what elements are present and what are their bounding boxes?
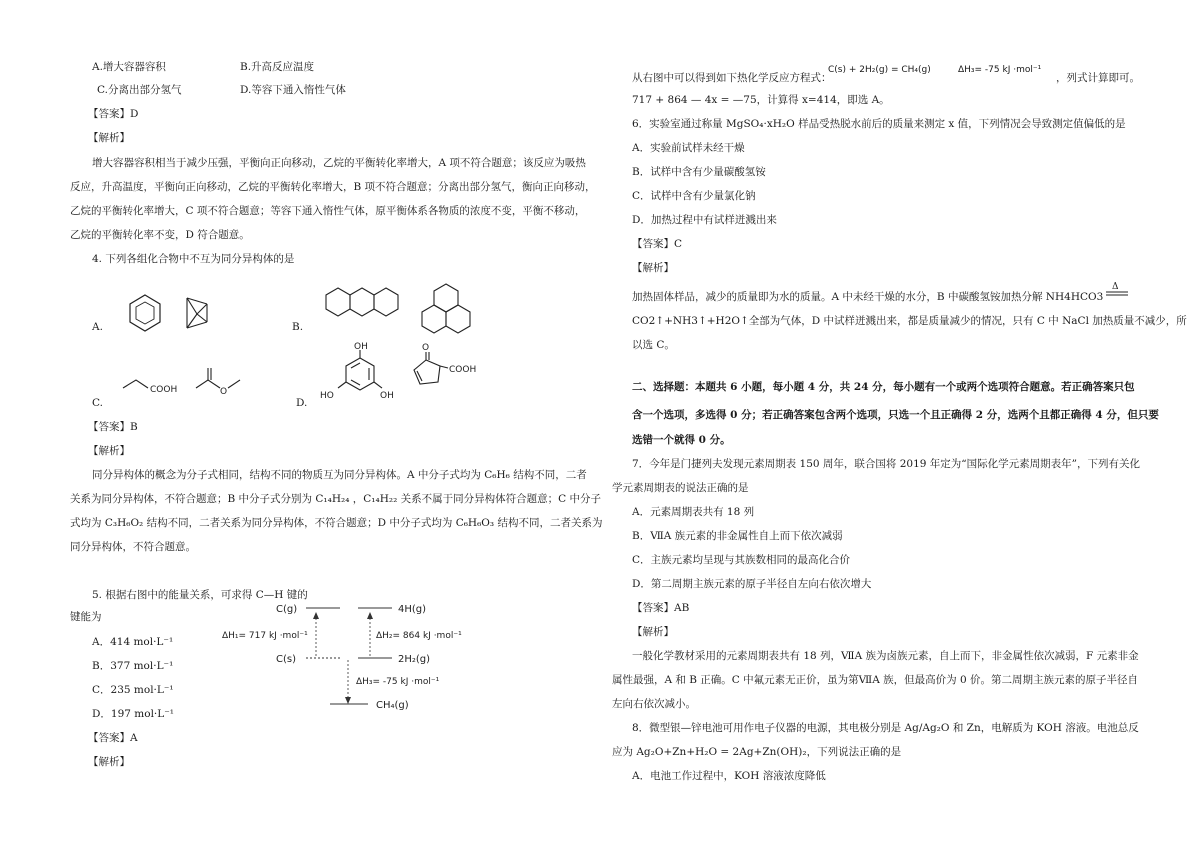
level-label-cs: C(s) (276, 654, 296, 665)
q6-analysis-line3: 以选 C。 (632, 339, 675, 351)
q5-option-d: D．197 mol·L⁻¹ (92, 708, 174, 720)
dh3-label: ΔH₃= -75 kJ ·mol⁻¹ (356, 677, 440, 687)
q5-option-a: A．414 mol·L⁻¹ (92, 636, 174, 648)
cooh-label: COOH (449, 365, 477, 375)
q3-option-b: B.升高反应温度 (240, 61, 315, 73)
q7-analysis-line: 属性最强，A 和 B 正确。C 中氟元素无正价，虽为第ⅦA 族，但最高价为 0 价。第二周期主族元素的原子半径自 (612, 674, 1139, 686)
q6-answer: 【答案】C (632, 238, 683, 250)
q7-analysis-label: 【解析】 (632, 626, 674, 638)
heat-delta-symbol: Δ (1112, 282, 1119, 292)
q4-analysis-label: 【解析】 (88, 445, 130, 457)
q5-answer: 【答案】A (88, 732, 138, 744)
q6-option-d: D．加热过程中有试样迸溅出来 (632, 214, 777, 226)
q3-analysis-line: 反应，升高温度，平衡向正向移动，乙烷的平衡转化率增大，B 项不符合题意；分离出部分氢气，衡向正向移动， (70, 181, 596, 193)
q4-analysis-line: 式均为 C₃H₆O₂ 结构不同，二者关系为同分异构体，不符合题意；D 中分子式均为 C₆H₆O₃ 结构不同，二者关系为 (70, 517, 603, 529)
section-2-heading-line: 选错一个就得 0 分。 (632, 434, 731, 446)
q4-analysis-line: 同分异构体的概念为分子式相同，结构不同的物质互为同分异构体。A 中分子式均为 C₆H₆ 结构不同，二者 (92, 469, 587, 481)
energy-level-diagram (220, 600, 480, 720)
q4-label-c: C. (92, 397, 103, 409)
q4-analysis-line: 同分异构体，不符合题意。 (70, 541, 196, 553)
q4-label-a: A. (92, 321, 103, 333)
q6-stem: 6．实验室通过称量 MgSO₄·xH₂O 样品受热脱水前后的质量来测定 x 值，下列情况会导致测定值偏低的是 (632, 118, 1126, 130)
reaction-equals-sign (1106, 291, 1128, 297)
q4-option-a-structures (115, 290, 225, 340)
q8-option-a: A．电池工作过程中，KOH 溶液浓度降低 (632, 770, 826, 782)
q4-analysis-line: 关系为同分异构体，不符合题意；B 中分子式分别为 C₁₄H₂₄ ，C₁₄H₂₂ 关系不属于同分异构体符合题意；C 中分子 (70, 493, 601, 505)
q4-stem: 4. 下列各组化合物中不互为同分异构体的是 (92, 253, 295, 265)
q7-option-a: A．元素周期表共有 18 列 (632, 506, 755, 518)
propanoic-acid-chain (123, 380, 148, 388)
q4-option-b-structures (318, 280, 488, 340)
prismane-structure (187, 298, 207, 328)
q5-option-b: B．377 mol·L⁻¹ (92, 660, 174, 672)
q3-option-d: D.等容下通入惰性气体 (240, 84, 346, 96)
section-2-heading-line: 二、选择题：本题共 6 小题，每小题 4 分，共 24 分，每小题有一个或两个选项符合题意。若正确答案只包 (632, 381, 1135, 393)
benzene-ring (130, 295, 160, 331)
q4-option-d-structures (318, 340, 498, 410)
q7-analysis-line: 左向右依次减小。 (612, 698, 696, 710)
q3-option-a: A.增大容器容积 (92, 61, 166, 73)
q3-answer: 【答案】D (88, 108, 139, 120)
q3-analysis-line: 乙烷的平衡转化率增大，C 项不符合题意；等容下通入惰性气体，原平衡体系各物质的浓度不变，平衡不移动， (70, 205, 586, 217)
q7-option-c: C．主族元素均呈现与其族数相同的最高化合价 (632, 554, 851, 566)
q5-option-c: C．235 mol·L⁻¹ (92, 684, 174, 696)
oh-right-label: OH (380, 391, 394, 401)
arrow-dh2-head (367, 612, 373, 619)
q7-stem-line: 学元素周期表的说法正确的是 (612, 482, 749, 494)
q7-analysis-line: 一般化学教材采用的元素周期表共有 18 列，ⅦA 族为卤族元素，自上而下，非金属性依次减弱，F 元素非金 (632, 650, 1139, 662)
q5-stem-line2: 键能为 (70, 611, 102, 623)
q5-equation-dh: ΔH₃= -75 kJ ·mol⁻¹ (958, 65, 1042, 75)
arrow-dh3-head (345, 697, 351, 704)
q6-option-b: B．试样中含有少量碳酸氢铵 (632, 166, 766, 178)
q4-label-d: D. (296, 397, 308, 409)
q5-analysis-label: 【解析】 (88, 756, 130, 768)
q7-stem-line: 7．今年是门捷列夫发现元素周期表 150 周年，联合国将 2019 年定为“国际化学元素周期表年”，下列有关化 (632, 458, 1141, 470)
section-2-heading-line: 含一个选项，多选得 0 分；若正确答案包含两个选项，只选一个且正确得 2 分，选两个且都正确得 4 分，但只要 (632, 409, 1159, 421)
methyl-acetate (196, 368, 240, 388)
q6-option-a: A．实验前试样未经干燥 (632, 142, 745, 154)
keto-oxygen-label: O (422, 343, 430, 353)
q6-analysis-line2: CO2↑+NH3↑+H2O↑全部为气体，D 中试样迸溅出来，都是质量减少的情况，只有 C 中 NaCl 加热质量不减少，所 (632, 315, 1187, 327)
level-label-4hg: 4H(g) (398, 604, 427, 615)
arrow-dh1-head (313, 612, 319, 619)
perhydrophenalene (422, 284, 470, 333)
q7-answer: 【答案】AB (632, 602, 690, 614)
level-label-cg: C(g) (276, 604, 298, 615)
q8-stem-line: 应为 Ag₂O+Zn+H₂O = 2Ag+Zn(OH)₂，下列说法正确的是 (612, 746, 902, 758)
q3-analysis-line: 乙烷的平衡转化率不变，D 符合题意。 (70, 229, 250, 241)
q5-analysis-line-b: 717 + 864 — 4x = —75，计算得 x=414，即选 A。 (632, 94, 890, 106)
phloroglucinol (338, 350, 382, 390)
q7-option-b: B．ⅦA 族元素的非金属性自上而下依次减弱 (632, 530, 843, 542)
level-label-ch4g: CH₄(g) (376, 700, 409, 711)
q4-option-c-structures (118, 360, 258, 405)
level-label-2h2g: 2H₂(g) (398, 654, 431, 665)
q3-option-c: C.分离出部分氢气 (97, 84, 182, 96)
q3-analysis-label: 【解析】 (88, 132, 130, 144)
q5-equation: C(s) + 2H₂(g) = CH₄(g) (828, 65, 931, 75)
q6-option-c: C．试样中含有少量氯化钠 (632, 190, 756, 202)
dh1-label: ΔH₁= 717 kJ ·mol⁻¹ (222, 631, 308, 641)
q5-stem-line1: 5. 根据右图中的能量关系，可求得 C—H 键的 (92, 589, 308, 601)
q6-analysis-line1: 加热固体样品，减少的质量即为水的质量。A 中未经干燥的水分，B 中碳酸氢铵加热分解 NH4HCO3 (632, 291, 1104, 303)
q6-analysis-label: 【解析】 (632, 262, 674, 274)
cooh-label: COOH (150, 385, 178, 395)
q5-analysis-line-a-end: ，列式计算即可。 (1056, 72, 1140, 84)
cyclopentenone-acid (414, 352, 448, 384)
q4-answer: 【答案】B (88, 421, 138, 433)
q7-option-d: D．第二周期主族元素的原子半径自左向右依次增大 (632, 578, 872, 590)
ho-left-label: HO (320, 391, 334, 401)
q8-stem-line: 8．微型银—锌电池可用作电子仪器的电源，其电极分别是 Ag/Ag₂O 和 Zn，电解质为 KOH 溶液。电池总反 (632, 722, 1139, 734)
ester-oxygen-label: O (220, 387, 228, 397)
q3-analysis-line: 增大容器容积相当于减少压强，平衡向正向移动，乙烷的平衡转化率增大，A 项不符合题意；该反应为吸热 (92, 157, 586, 169)
oh-top-label: OH (354, 342, 368, 352)
dh2-label: ΔH₂= 864 kJ ·mol⁻¹ (376, 631, 462, 641)
q5-analysis-line-a: 从右图中可以得到如下热化学反应方程式： (632, 72, 832, 84)
q4-label-b: B. (292, 321, 304, 333)
perhydroanthracene (326, 288, 398, 316)
